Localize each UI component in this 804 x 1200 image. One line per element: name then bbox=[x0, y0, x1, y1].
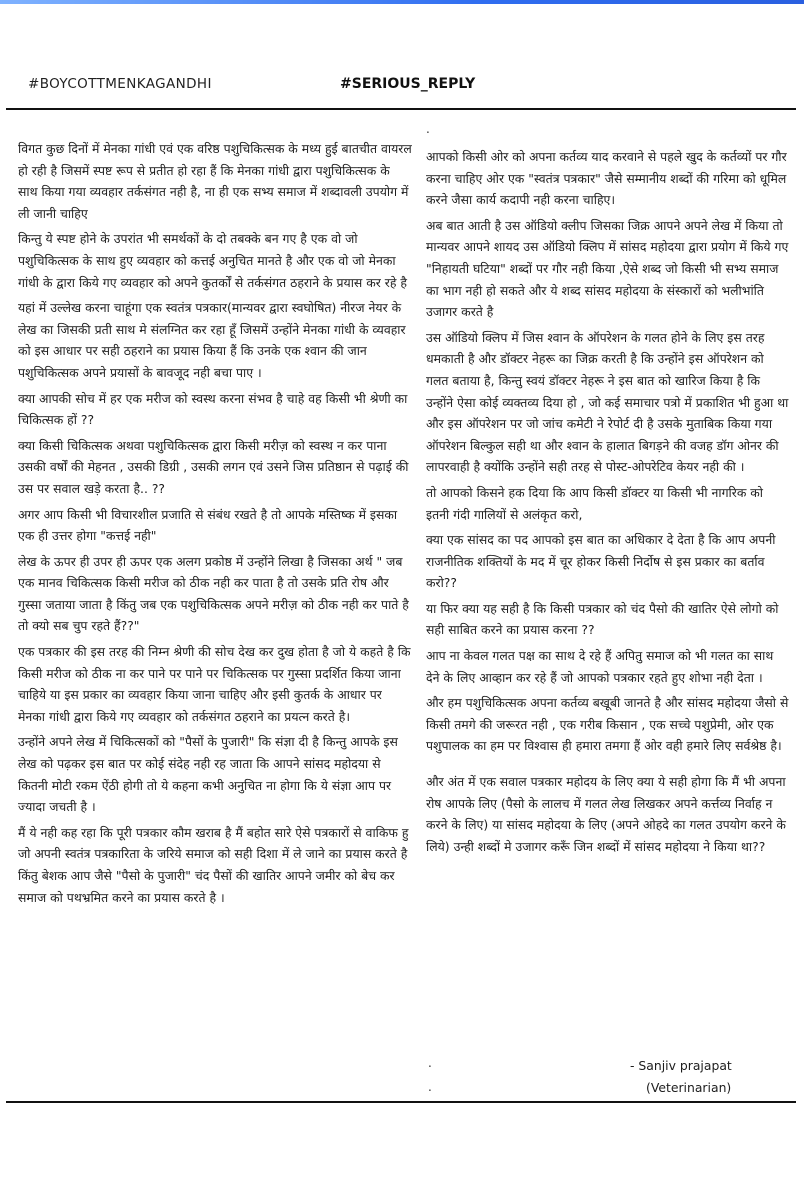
hashtag-serious-reply: #SERIOUS_REPLY bbox=[340, 76, 476, 92]
paragraph: और अंत में एक सवाल पत्रकार महोदय के लिए क्या ये सही होगा कि मैं भी अपना रोष आपके लिए (पैसो के लालच में गलत लेख लिखकर अपने कर्त्तव्य निर्वाह न करने के लिए) या सांसद महोदया के लिए (अपने ओहदे का गलत उपयोग करने के लिये) उन्ही शब्दों मे उजागर करूँ जिन शब्दों में सांसद महोदया ने किया था?? bbox=[426, 774, 786, 854]
paragraph: अगर आप किसी भी विचारशील प्रजाति से संबंध रखते है तो आपके मस्तिष्क में इसका एक ही उत्तर होगा "कत्तई नही" bbox=[18, 506, 398, 544]
paragraph: उन्होंने अपने लेख में चिकित्सकों को "पैसों के पुजारी" कि संज्ञा दी है किन्तु आपके इस लेख को पढ़कर इस बात पर कोई संदेह नही रह जाता कि आपने सांसद महोदया से कितनी मोटी रकम ऐंठी होगी तो ये कहना कभी अनुचित ना होगा कि ये संज्ञा आप पर ज्यादा जचती है । bbox=[18, 734, 398, 815]
paragraph: एक पत्रकार की इस तरह की निम्न श्रेणी की सोच देख कर दुख होता है जो ये कहते है कि किसी मरीज को ठीक ना कर पाने पर पाने पर चिकित्सक पर गुस्सा प्रदर्शित किया जाना चाहिये या इस प्रकार का व्यवहार किया जाना चाहिए और इसी कुतर्क के आधार पर मेनका गांधी द्वारा किये गए व्यवहार को तर्कसंगत ठहराने का प्रयत्न करते है। bbox=[18, 644, 411, 724]
paragraph: यहां में उल्लेख करना चाहूंगा एक स्वतंत्र पत्रकार(मान्यवर द्वारा स्वघोषित) नीरज नेयर के लेख का जिसकी प्रती साथ मे संलग्नित कर रहा हूँ जिसमें उन्होंने मेनका गांधी के व्यवहार को इस आधार पर सही ठहराने का प्रयास किया हैं कि उनके एक श्वान की जान पशुचिकित्सक अपने प्रयासों के बावजूद नही बचा पाए । bbox=[18, 300, 406, 380]
paragraph: और हम पशुचिकित्सक अपना कर्तव्य बखूबी जानते है और सांसद महोदया जैसो से किसी तमगे की जरूरत नही , एक गरीब किसान , एक सच्चे पशुप्रेमी, ओर एक पशुपालक का हम पर विश्वास ही हमारा तमगा हैं ओर वही हमारे लिए सर्वश्रेष्ठ है। bbox=[426, 695, 789, 754]
top-accent-bar bbox=[0, 0, 804, 4]
column-dot: . bbox=[426, 122, 430, 136]
paragraph: आप ना केवल गलत पक्ष का साथ दे रहे हैं अपितु समाज को भी गलत का साथ देने के लिए आव्हान कर रहे हैं जो आपको पत्रकार रहते हुए शोभा नही देता । bbox=[426, 648, 774, 685]
paragraph: किन्तु ये स्पष्ट होने के उपरांत भी समर्थकों के दो तबक्के बन गए है एक वो जो पशुचिकित्सक के साथ हुए व्यवहार को कत्तई अनुचित मानते है और एक वो जो मेनका गांधी के द्वारा किये गए व्यवहार को अपने कुतर्कों से तर्कसंगत ठहराने के प्रयास कर रहे है bbox=[18, 231, 407, 290]
paragraph: आपको किसी ओर को अपना कर्तव्य याद करवाने से पहले खुद के कर्तव्यों पर गौर करना चाहिए ओर एक "स्वतंत्र पत्रकार" जैसे सम्मानीय शब्दों की गरिमा को धूमिल करने जैसा कार्य कदापी नही करना चाहिए। bbox=[426, 149, 787, 208]
paragraph: अब बात आती है उस ऑडियो क्लीप जिसका जिक्र आपने अपने लेख में किया तो मान्यवर आपने शायद उस ऑडियो क्लिप में सांसद महोदया द्वारा प्रयोग में किये गए "निहायती घटिया" शब्दों पर गौर नही किया ,ऐसे शब्द जो किसी भी सभ्य समाज का भाग नही हो सकते और ये शब्द सांसद महोदया के संस्कारों को भलीभांति उजागर करते है bbox=[426, 217, 789, 320]
right-column bbox=[426, 146, 790, 861]
left-column bbox=[18, 138, 412, 912]
signature-title: (Veterinarian) bbox=[646, 1080, 732, 1095]
signature-dot: . bbox=[428, 1056, 432, 1070]
header-divider bbox=[6, 108, 796, 110]
paragraph: क्या एक सांसद का पद आपको इस बात का अधिकार दे देता है कि आप अपनी राजनीतिक शक्तियों के मद में चूर होकर किसी निर्दोष से इस प्रकार का बर्ताव करो?? bbox=[426, 532, 776, 591]
paragraph: लेख के ऊपर ही उपर ही ऊपर एक अलग प्रकोष्ठ में उन्होंने लिखा है जिसका अर्थ " जब एक मानव चिकित्सक किसी मरीज को ठीक नही कर पाता है तो उसके प्रति रोष और गुस्सा जताया जाता है किंतु जब एक पशुचिकित्सक अपने मरीज़ को ठीक नही कर पाते है तो क्यो सब चुप रहते हैं??" bbox=[18, 553, 409, 634]
footer-divider bbox=[6, 1101, 796, 1103]
paragraph: तो आपको किसने हक दिया कि आप किसी डॉक्टर या किसी भी नागरिक को इतनी गंदी गालियों से अलंकृत करो, bbox=[426, 484, 764, 522]
paragraph: या फिर क्या यह सही है कि किसी पत्रकार को चंद पैसो की खातिर ऐसे लोगो को सही साबित करने का प्रयास करना ?? bbox=[426, 600, 779, 638]
paragraph: विगत कुछ दिनों में मेनका गांधी एवं एक वरिष्ठ पशुचिकित्सक के मध्य हुई बातचीत वायरल हो रही है जिसमें स्पष्ट रूप से प्रतीत हो रहा हैं कि मेनका गांधी द्वारा पशुचिकित्सक के साथ किया गया व्यवहार तर्कसंगत नही है, ना ही एक सभ्य समाज में शब्दावली उपयोग में ली जानी चाहिए bbox=[18, 141, 412, 221]
signature-name: - Sanjiv prajapat bbox=[630, 1058, 732, 1073]
hashtag-boycott: #BOYCOTTMENKAGANDHI bbox=[28, 76, 212, 92]
paragraph: क्या आपकी सोच में हर एक मरीज को स्वस्थ करना संभव है चाहे वह किसी भी श्रेणी का चिकित्सक हों ?? bbox=[18, 390, 408, 428]
paragraph: क्या किसी चिकित्सक अथवा पशुचिकित्सक द्वारा किसी मरीज़ को स्वस्थ न कर पाना उसकी वर्षों की मेहनत , उसकी डिग्री , उसकी लगन एवं उसने जिस प्रतिष्ठान से पढ़ाई की उस पर सवाल खड़े करता है.. ?? bbox=[18, 437, 409, 496]
paragraph: मैं ये नही कह रहा कि पूरी पत्रकार कौम खराब है मैं बहोत सारे ऐसे पत्रकारों से वाकिफ हु जो अपनी स्वतंत्र पत्रकारिता के जरिये समाज को सही दिशा में ले जाने का प्रयास करते है किंतु बेशक आप जैसे "पैसो के पुजारी" चंद पैसों की खातिर आपने जमीर को बेच कर समाज को पथभ्रमित करने का प्रयास करते है । bbox=[18, 824, 409, 905]
paragraph: उस ऑडियो क्लिप में जिस श्वान के ऑपरेशन के गलत होने के लिए इस तरह धमकाती है और डॉक्टर नेहरू का जिक्र करती है कि उन्होंने इस ऑपरेशन को गलत बताया है, किन्तु स्वयं डॉक्टर नेहरू ने इस बात को खारिज किया है कि उन्होंने ऐसा कोई व्यक्तव्य दिया हो , जो कई समाचार पत्रो में प्रकाशित भी हुआ था और इस ऑपरेशन पर जो जांच कमेटी ने रेपोर्ट दी है उसके मुताबिक किया गया ऑपरेशन बिल्कुल सही था और श्वान के हालात बिगड़ने की वजह डॉग ओनर की लापरवाही है क्योंकि उन्होंने सही तरह से पोस्ट-ओपरेटिव केयर नही की । bbox=[426, 329, 789, 475]
signature-dot: . bbox=[428, 1080, 432, 1094]
